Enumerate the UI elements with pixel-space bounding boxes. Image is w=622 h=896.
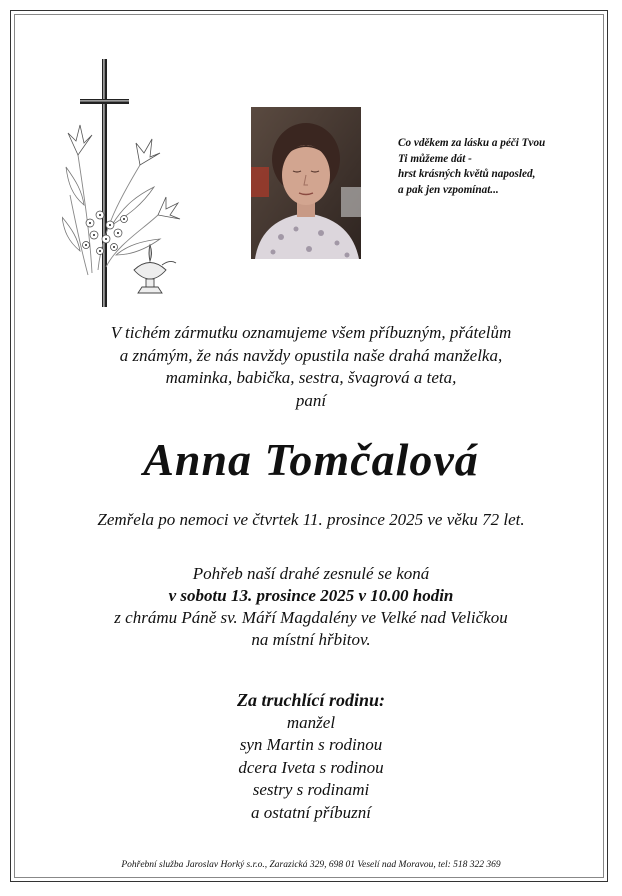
announcement-line: V tichém zármutku oznamujeme všem příbuzným, přátelům	[110, 323, 512, 342]
verse-line: Co vděkem za lásku a péči Tvou	[398, 137, 546, 149]
cross-lilies-icon	[62, 55, 182, 311]
mourner-item: syn Martin s rodinou	[239, 735, 383, 754]
verse-line: Ti můžeme dát -	[398, 152, 472, 165]
portrait-photo	[251, 107, 361, 259]
mourners	[0, 689, 622, 824]
mourners-heading: Za truchlící rodinu:	[236, 690, 386, 710]
mourner-item: dcera Iveta s rodinou	[238, 757, 384, 777]
death-notice: Zemřela po nemoci ve čtvrtek 11. prosince 2025 ve věku 72 let.	[97, 510, 525, 529]
mourner-item: a ostatní příbuzní	[251, 802, 371, 822]
cross-icon	[80, 59, 129, 307]
funeral-intro: Pohřeb naší drahé zesnulé se koná	[192, 564, 430, 583]
funeral-date-time: v sobotu 13. prosince 2025 v 10.00 hodin	[168, 586, 454, 605]
announcement-line: a známým, že nás navždy opustila naše drahá manželka,	[119, 345, 503, 365]
verse-line: hrst krásných květů naposled,	[398, 168, 536, 180]
funeral-info	[0, 563, 622, 651]
memorial-verse	[398, 136, 598, 198]
funeral-destination: na místní hřbitov.	[251, 630, 371, 649]
funeral-service-footer: Pohřební služba Jaroslav Horký s.r.o., Zarazická 329, 698 01 Veselí nad Moravou, tel: 518 322 369	[121, 860, 501, 870]
mourner-item: manžel	[286, 712, 336, 732]
announcement	[0, 322, 622, 412]
oil-lamp-icon	[134, 245, 176, 293]
mourner-item: sestry s rodinami	[252, 780, 370, 799]
announcement-line: paní	[295, 390, 327, 410]
verse-line: a pak jen vzpomínat...	[398, 183, 499, 196]
deceased-name: Anna Tomčalová	[143, 434, 479, 485]
announcement-line: maminka, babička, sestra, švagrová a teta,	[165, 368, 457, 387]
funeral-location: z chrámu Páně sv. Máří Magdalény ve Velké nad Veličkou	[114, 608, 508, 627]
